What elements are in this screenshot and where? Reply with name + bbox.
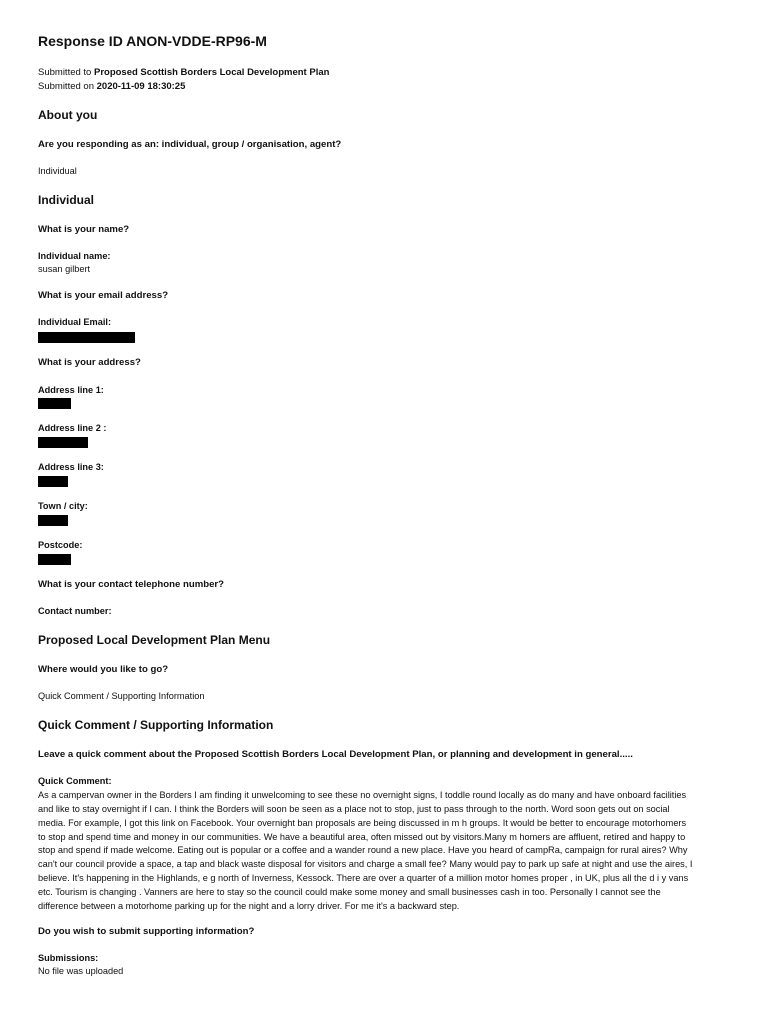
supporting-info-question: Do you wish to submit supporting information?	[38, 926, 255, 937]
submitted-on-value: 2020-11-09 18:30:25	[96, 81, 186, 92]
quick-comment-label: Quick Comment:	[38, 776, 112, 786]
address-line3-label: Address line 3:	[38, 462, 104, 472]
quick-comment-heading: Quick Comment / Supporting Information	[38, 718, 274, 732]
postcode-label: Postcode:	[38, 540, 83, 550]
menu-heading: Proposed Local Development Plan Menu	[38, 633, 271, 647]
comment-line: etc. Tourism is changing . Vanners are here to stay so the council could make some money and small businesses cash in too. Personally I cannot see the	[38, 886, 661, 897]
response-title: Response ID ANON-VDDE-RP96-M	[38, 33, 267, 49]
about-heading: About you	[38, 108, 98, 122]
email-redaction	[38, 332, 135, 343]
email-label: Individual Email:	[38, 317, 112, 327]
quick-comment-question: Leave a quick comment about the Proposed Scottish Borders Local Development Plan, or planning and development in general.....	[38, 749, 633, 760]
address-line2-label: Address line 2 :	[38, 423, 107, 433]
town-label: Town / city:	[38, 501, 88, 511]
menu-answer: Quick Comment / Supporting Information	[38, 691, 205, 701]
submitted-to-line	[38, 67, 329, 78]
comment-line: and like to stay overnight if I can. I think the Borders will soon be seen as a place not to stop, just to pass through to the north. Word soon gets out on social	[38, 803, 670, 814]
comment-line: media. For example, I got this link on Facebook. Your overnight ban proposals are being discussed in m h groups. It would be better to encourage motorhomers	[38, 817, 687, 828]
comment-line: As a campervan owner in the Borders I am finding it unwelcoming to see these no overnight signs, I toddle round locally as do many and have onboard facilities	[38, 790, 687, 800]
comment-line: believe. It's happening in the Highlands, e g north of Inverness, Kessock. There are over a quarter of a million motor homes proper , in UK, plus all the d i y vans	[38, 873, 689, 884]
name-question: What is your name?	[38, 224, 130, 235]
quick-comment-text	[38, 789, 738, 914]
respondent-type-question: Are you responding as an: individual, group / organisation, agent?	[38, 139, 342, 150]
comment-line: difference between a motorhome parking up for the night and a lorry driver. For me it's a backward step.	[38, 900, 460, 911]
name-label: Individual name:	[38, 251, 111, 261]
menu-question: Where would you like to go?	[38, 664, 169, 675]
submitted-on-line	[38, 81, 185, 92]
email-question: What is your email address?	[38, 290, 169, 301]
comment-line: stop and spend if made welcome. Eating out is popular or a coffee and a wander round a new place. Have you heard of campRa, campaign for rural aires? Why	[38, 845, 688, 856]
comment-line: to stop and spend time and money in our communities. We have a beautiful area, often missed out by visitors.Many m homers are affluent, retired and happy to	[38, 831, 686, 842]
address-line2-redaction	[38, 437, 88, 448]
submissions-value: No file was uploaded	[38, 966, 124, 976]
address-line1-redaction	[38, 398, 71, 409]
individual-heading: Individual	[38, 193, 95, 207]
phone-label: Contact number:	[38, 606, 112, 616]
comment-line: can't our council provide a space, a tap and black waste disposal for visitors and charge a small fee? Many would pay to park up safe at night and use the aires, I	[38, 859, 693, 870]
postcode-redaction	[38, 554, 71, 565]
respondent-type-answer: Individual	[38, 166, 77, 176]
address-question: What is your address?	[38, 357, 141, 368]
name-value: susan gilbert	[38, 264, 91, 274]
town-redaction	[38, 515, 68, 526]
submitted-to-value: Proposed Scottish Borders Local Development Plan	[93, 67, 330, 78]
submitted-to-prefix: Submitted to	[38, 67, 94, 78]
submitted-on-prefix: Submitted on	[38, 81, 97, 92]
address-line1-label: Address line 1:	[38, 385, 104, 395]
submissions-label: Submissions:	[38, 953, 99, 963]
phone-question: What is your contact telephone number?	[38, 579, 225, 590]
address-line3-redaction	[38, 476, 68, 487]
